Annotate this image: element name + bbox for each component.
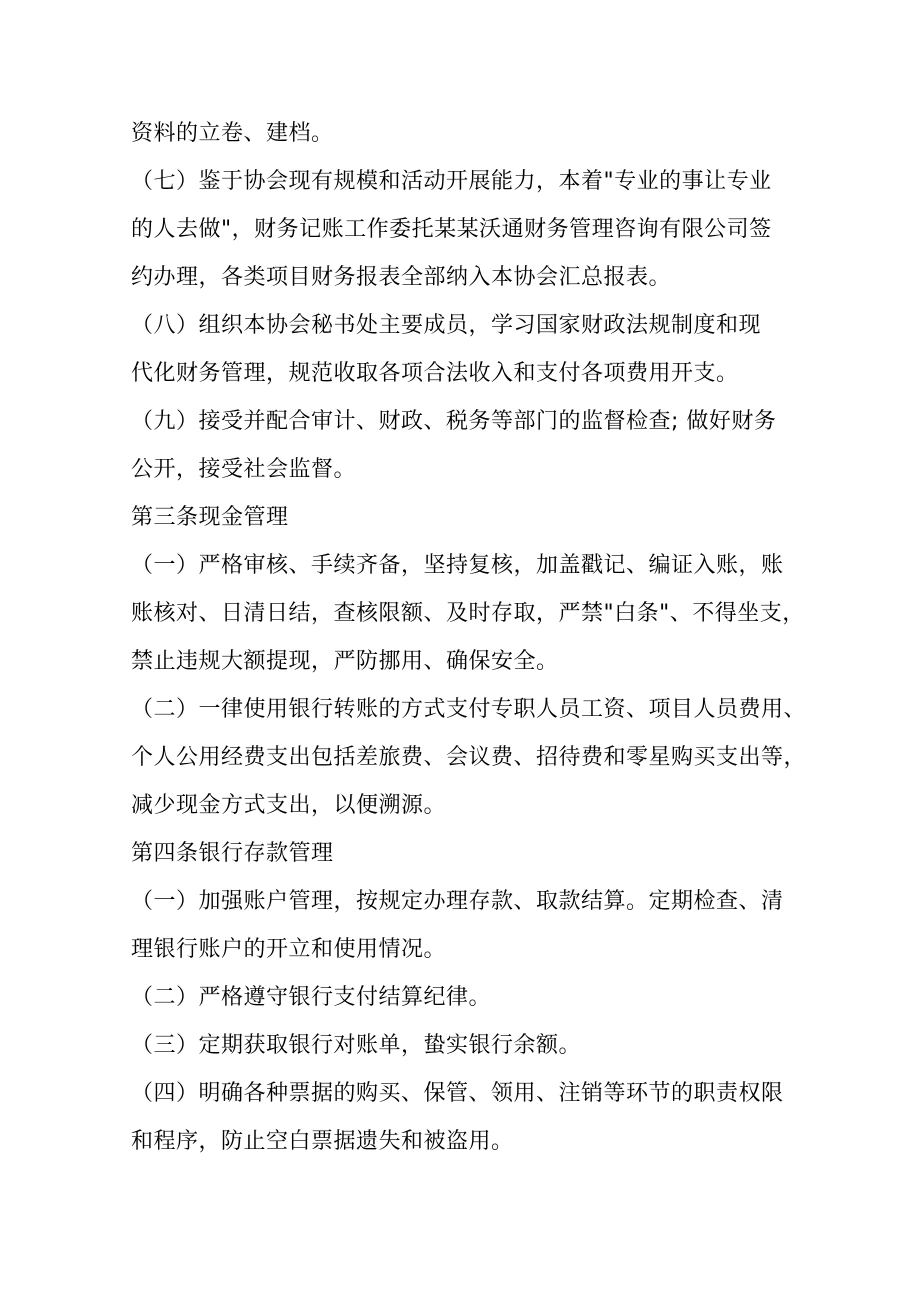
text-line: 和程序，防止空白票据遗失和被盗用。	[131, 1129, 514, 1154]
text-line: （一）加强账户管理，按规定办理存款、取款结算。定期检查、清	[131, 889, 784, 914]
text-line: （八）组织本协会秘书处主要成员，学习国家财政法规制度和现	[131, 313, 762, 338]
text-line: 个人公用经费支出包括差旅费、会议费、招待费和零星购买支出等，	[131, 745, 807, 770]
text-line: 的人去做"，财务记账工作委托某某沃通财务管理咨询有限公司签	[131, 217, 772, 242]
text-line: （二）严格遵守银行支付结算纪律。	[131, 985, 492, 1010]
section-heading: 第四条银行存款管理	[131, 841, 334, 866]
text-line: （四）明确各种票据的购买、保管、领用、注销等环节的职责权限	[131, 1081, 784, 1106]
text-line: 代化财务管理，规范收取各项合法收入和支付各项费用开支。	[131, 361, 739, 386]
text-line: 公开，接受社会监督。	[131, 457, 357, 482]
text-line: 理银行账户的开立和使用情况。	[131, 937, 447, 962]
text-line: （七）鉴于协会现有规模和活动开展能力，本着"专业的事让专业	[131, 169, 772, 194]
text-line: （九）接受并配合审计、财政、税务等部门的监督检查; 做好财务	[131, 409, 777, 434]
text-line: 约办理，各类项目财务报表全部纳入本协会汇总报表。	[131, 265, 672, 290]
text-line: （三）定期获取银行对账单，蛰实银行余额。	[131, 1033, 582, 1058]
text-line: 减少现金方式支出，以便溯源。	[131, 793, 447, 818]
document-body	[131, 110, 807, 1166]
text-line: 资料的立卷、建档。	[131, 121, 334, 146]
text-line: 禁止违规大额提现，严防挪用、确保安全。	[131, 649, 559, 674]
text-line: （一）严格审核、手续齐备，坚持复核，加盖戳记、编证入账，账	[131, 553, 784, 578]
text-line: （二）一律使用银行转账的方式支付专职人员工资、项目人员费用、	[131, 697, 807, 722]
text-line: 账核对、日清日结，查核限额、及时存取，严禁"白条"、不得坐支，	[131, 601, 805, 626]
section-heading: 第三条现金管理	[131, 505, 289, 530]
